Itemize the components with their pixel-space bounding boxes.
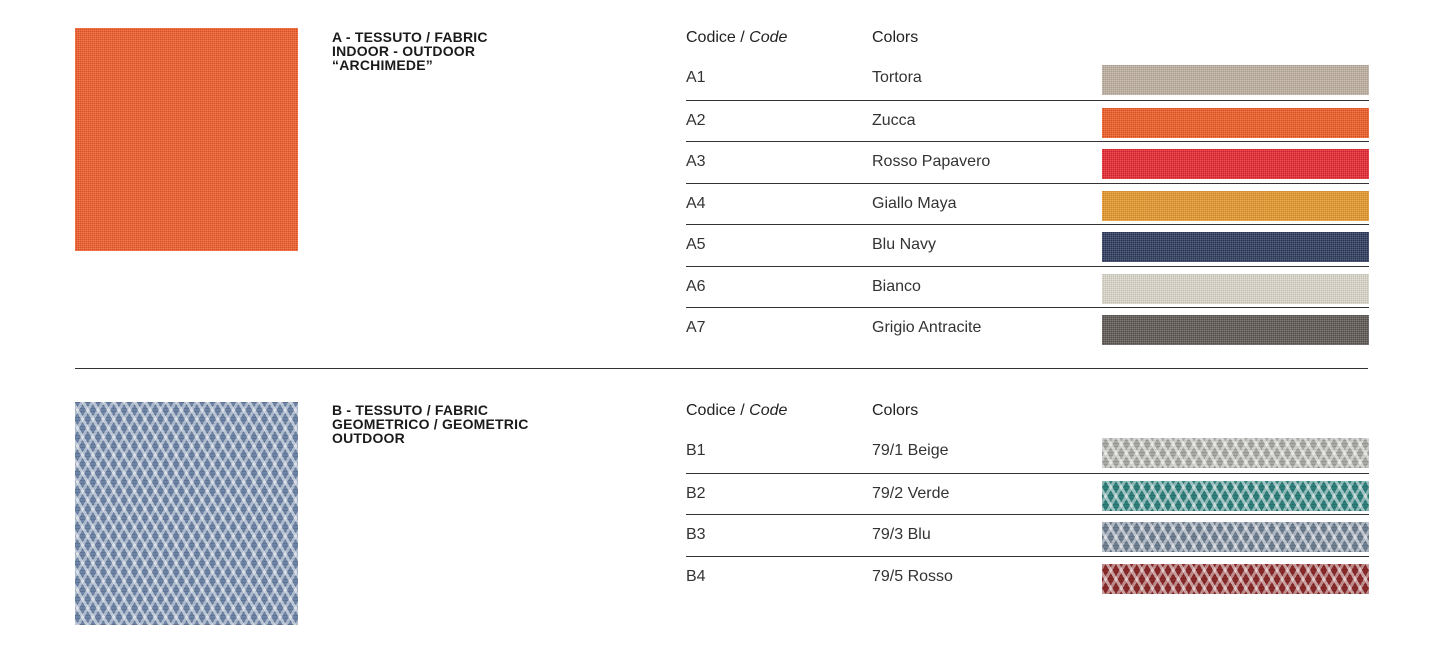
color-swatch (1102, 438, 1369, 468)
color-code: B1 (686, 442, 706, 459)
color-code: A3 (686, 153, 706, 170)
color-swatch (1102, 191, 1369, 221)
color-code: A6 (686, 277, 706, 295)
code-header (686, 402, 787, 420)
color-name: 79/5 Rosso (872, 567, 953, 585)
code-header-label: Codice / (686, 402, 750, 419)
color-row (686, 224, 1369, 267)
color-row (686, 473, 1369, 516)
section-divider (75, 368, 1368, 369)
color-code: A5 (686, 236, 706, 253)
color-row (686, 58, 1369, 100)
color-name: Rosso Papavero (872, 153, 991, 170)
color-code: A1 (686, 69, 706, 86)
color-row (686, 556, 1369, 599)
color-swatch (1102, 232, 1369, 262)
color-swatch (1102, 149, 1369, 179)
color-row (686, 100, 1369, 143)
color-row (686, 183, 1369, 226)
color-swatch (1102, 564, 1369, 594)
code-header-italic: Code (749, 402, 788, 419)
color-code: A4 (686, 194, 706, 212)
color-row (686, 514, 1369, 557)
color-name: Giallo Maya (872, 194, 957, 212)
section-b-title-line: GEOMETRICO / GEOMETRIC (332, 416, 529, 432)
color-name: Blu Navy (872, 236, 937, 253)
color-row (686, 266, 1369, 309)
color-name: Tortora (872, 69, 922, 86)
color-code: A2 (686, 111, 706, 129)
section-b-title (332, 403, 529, 445)
section-a-title-line: INDOOR - OUTDOOR (332, 43, 476, 59)
color-name: Zucca (872, 111, 916, 129)
section-a-title (332, 30, 488, 72)
color-name: Grigio Antracite (872, 319, 982, 336)
color-swatch (1102, 315, 1369, 345)
section-b-title-line: OUTDOOR (332, 430, 405, 446)
section-b-title-line: B - TESSUTO / FABRIC (332, 402, 489, 418)
color-swatch (1102, 522, 1369, 552)
section-a-title-line: “ARCHIMEDE” (332, 57, 433, 73)
color-row (686, 431, 1369, 473)
color-name: 79/1 Beige (872, 442, 949, 459)
color-row (686, 141, 1369, 184)
color-code: A7 (686, 319, 706, 336)
section-a-title-line: A - TESSUTO / FABRIC (332, 29, 488, 45)
fabric-a-sample (75, 28, 298, 251)
code-header-italic: Code (749, 29, 788, 46)
color-swatch (1102, 108, 1369, 138)
code-header (686, 29, 787, 47)
colors-header: Colors (872, 29, 919, 46)
color-name: Bianco (872, 277, 921, 295)
fabric-b-sample (75, 402, 298, 625)
color-row (686, 307, 1369, 350)
color-code: B4 (686, 567, 706, 585)
color-code: B3 (686, 526, 706, 543)
colors-header: Colors (872, 402, 919, 419)
color-code: B2 (686, 484, 706, 502)
code-header-label: Codice / (686, 29, 750, 46)
color-name: 79/2 Verde (872, 484, 950, 502)
color-swatch (1102, 65, 1369, 95)
color-name: 79/3 Blu (872, 526, 931, 543)
color-swatch (1102, 481, 1369, 511)
color-swatch (1102, 274, 1369, 304)
